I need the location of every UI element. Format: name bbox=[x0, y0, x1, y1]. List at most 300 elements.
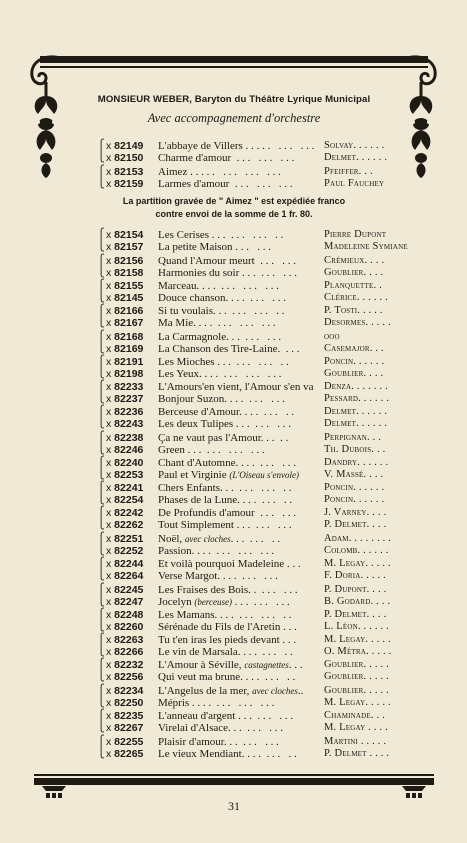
leader-dots: . . . . . . . . . bbox=[210, 545, 275, 558]
catalog-number bbox=[106, 533, 143, 545]
catalog-prefix: x bbox=[106, 241, 112, 254]
song-title bbox=[158, 152, 318, 164]
leader-dots: . . . . . bbox=[260, 748, 297, 761]
catalog-number bbox=[106, 255, 143, 267]
catalog-number bbox=[106, 381, 143, 393]
page-number: 31 bbox=[228, 799, 240, 813]
song-title-text: Aimez . . bbox=[158, 166, 199, 178]
catalog-code: 82255 bbox=[114, 736, 144, 748]
catalog-code: 82150 bbox=[114, 152, 144, 165]
composer-name: J. Varney. . . . bbox=[324, 507, 387, 518]
composer-name: Desormes. . . . . bbox=[324, 317, 391, 329]
record-row bbox=[0, 494, 467, 506]
song-title bbox=[158, 671, 318, 683]
song-title-text: Tu t'en iras les pieds devant bbox=[158, 634, 280, 646]
catalog-prefix: x bbox=[106, 710, 112, 722]
catalog-code: 82252 bbox=[114, 545, 144, 558]
catalog-number bbox=[106, 671, 143, 683]
song-title-text: Charme d'amour bbox=[158, 152, 232, 165]
leader-dots: . . . . . . bbox=[241, 722, 284, 735]
catalog-prefix: x bbox=[106, 255, 112, 267]
catalog-prefix: x bbox=[106, 331, 112, 343]
catalog-code: 82149 bbox=[114, 140, 144, 152]
leader-dots: . . . . . . . . bbox=[233, 609, 292, 621]
song-title bbox=[158, 229, 318, 241]
record-row bbox=[0, 736, 467, 748]
composer-name: Poncin. . . . . . bbox=[324, 494, 385, 506]
composer-name: B. Godard. . . . bbox=[324, 596, 391, 608]
leader-dots: . . . . . . . . . . . . bbox=[198, 166, 281, 178]
catalog-code: 82256 bbox=[114, 671, 144, 684]
brace-top-mark: ⎧ bbox=[97, 305, 105, 316]
catalog-code: 82154 bbox=[114, 229, 144, 241]
record-row bbox=[0, 722, 467, 734]
brace-bottom-mark: ⎩ bbox=[97, 545, 105, 557]
catalog-prefix: x bbox=[106, 621, 112, 634]
song-title bbox=[158, 659, 318, 671]
song-title-text: Bonjour Suzon. . . . bbox=[158, 393, 244, 406]
record-row bbox=[0, 697, 467, 709]
record-row bbox=[0, 570, 467, 582]
top-rule-thick bbox=[40, 56, 428, 63]
catalog-number bbox=[106, 494, 143, 506]
catalog-code: 82262 bbox=[114, 519, 144, 532]
brace-bottom-mark: ⎩ bbox=[97, 418, 105, 430]
catalog-number bbox=[106, 267, 143, 279]
catalog-code: 82234 bbox=[114, 685, 144, 697]
leader-dots: . . . . . . . . . bbox=[218, 368, 282, 381]
composer-name: Goublier. . . . bbox=[324, 267, 384, 279]
catalog-code: 82267 bbox=[114, 722, 144, 735]
catalog-prefix: x bbox=[106, 457, 112, 469]
catalog-number bbox=[106, 393, 143, 405]
catalog-prefix: x bbox=[106, 533, 112, 545]
record-row bbox=[0, 343, 467, 355]
catalog-code: 82245 bbox=[114, 584, 144, 596]
catalog-prefix: x bbox=[106, 469, 112, 482]
song-title-text: Et voilà pourquoi Madeleine bbox=[158, 558, 285, 570]
leader-dots: . . . . . . bbox=[237, 736, 279, 748]
record-row bbox=[0, 659, 467, 671]
record-row bbox=[0, 406, 467, 418]
composer-name: Pessard. . . . . . bbox=[324, 393, 390, 405]
song-title-text: Les Fraises des Bois. . bbox=[158, 584, 257, 596]
record-row bbox=[0, 368, 467, 380]
song-title-text: Le vieux Mendiant. . . . bbox=[158, 748, 261, 761]
brace-top-mark: ⎧ bbox=[97, 166, 105, 177]
catalog-code: 82263 bbox=[114, 634, 144, 646]
catalog-prefix: x bbox=[106, 418, 112, 431]
catalog-number bbox=[106, 596, 143, 608]
song-title bbox=[158, 280, 318, 292]
catalog-code: 82167 bbox=[114, 317, 144, 330]
leader-dots: . . . . . . . . . bbox=[229, 178, 293, 191]
catalog-code: 82254 bbox=[114, 494, 144, 507]
composer-name: Madeleine Symiane bbox=[324, 241, 408, 253]
catalog-number bbox=[106, 305, 143, 317]
catalog-prefix: x bbox=[106, 229, 112, 241]
brace-bottom-mark: ⎩ bbox=[97, 646, 105, 658]
composer-name: O. Métra. . . . . bbox=[324, 646, 392, 658]
brace-bottom-mark: ⎩ bbox=[97, 393, 105, 405]
record-row bbox=[0, 558, 467, 570]
catalog-code: 82159 bbox=[114, 178, 144, 191]
catalog-prefix: x bbox=[106, 305, 112, 317]
leader-dots: . . . bbox=[284, 558, 301, 570]
brace-bottom-mark: ⎩ bbox=[97, 621, 105, 633]
leader-dots: . . . . . . bbox=[254, 255, 296, 267]
brace-top-mark: ⎧ bbox=[97, 558, 105, 569]
page-title: MONSIEUR WEBER, Baryton du Théâtre Lyrique Municipal bbox=[97, 94, 371, 105]
leader-dots: . . . . . . bbox=[243, 393, 285, 406]
catalog-code: 82156 bbox=[114, 255, 144, 267]
song-title-text: Les Mioches . . . bbox=[158, 356, 232, 368]
composer-name: Colomb. . . . . . bbox=[324, 545, 389, 557]
leader-dots: . . . bbox=[280, 343, 300, 356]
song-title-text: Qui veut ma brune. . . . bbox=[158, 671, 260, 684]
brace-bottom-mark: ⎩ bbox=[97, 292, 105, 304]
composer-name: Delmet. . . . . . bbox=[324, 418, 388, 430]
record-row bbox=[0, 444, 467, 456]
song-title-text: Larmes d'amour bbox=[158, 178, 230, 191]
record-row bbox=[0, 596, 467, 608]
catalog-prefix: x bbox=[106, 343, 112, 356]
song-title-text: Quand l'Amour meurt bbox=[158, 255, 255, 267]
catalog-prefix: x bbox=[106, 356, 112, 368]
song-title-text: Ça ne vaut pas l'Amour. . . bbox=[158, 432, 275, 444]
composer-name: Denza. . . . . . . bbox=[324, 381, 388, 392]
composer-name: Clérice. . . . . . bbox=[324, 292, 388, 304]
song-title-text: Si tu voulais. . . bbox=[158, 305, 227, 317]
catalog-number bbox=[106, 558, 143, 570]
catalog-number bbox=[106, 545, 143, 557]
catalog-code: 82166 bbox=[114, 305, 144, 317]
composer-name: M. Legay . . . . bbox=[324, 722, 388, 734]
catalog-prefix: x bbox=[106, 545, 112, 558]
song-title-note: castagnettes bbox=[244, 660, 289, 670]
catalog-prefix: x bbox=[106, 507, 112, 519]
record-row bbox=[0, 356, 467, 368]
composer-name: Chaminade. . . bbox=[324, 710, 386, 721]
brace-bottom-mark: ⎩ bbox=[97, 368, 105, 380]
song-title-text: Plaisir d'amour. . . bbox=[158, 736, 238, 748]
composer-name: Paul Fauchey bbox=[324, 178, 385, 190]
song-title bbox=[158, 584, 318, 596]
catalog-code: 82251 bbox=[114, 533, 144, 545]
leader-dots: . . . . . bbox=[244, 533, 281, 545]
brace-top-mark: ⎧ bbox=[97, 710, 105, 721]
brace-top-mark: ⎧ bbox=[97, 140, 105, 151]
record-row bbox=[0, 533, 467, 545]
leader-dots: . . . . . . bbox=[250, 519, 292, 532]
song-title-text: L'abbaye de Villers . . bbox=[158, 140, 254, 152]
price-notice bbox=[84, 195, 384, 220]
catalog-prefix: x bbox=[106, 646, 112, 659]
catalog-number bbox=[106, 710, 143, 722]
leader-dots: . . . . . . bbox=[244, 292, 287, 305]
record-row bbox=[0, 267, 467, 279]
leader-dots: . . . . . . . . . bbox=[215, 280, 279, 292]
composer-name: M. Legay. . . . . bbox=[324, 634, 391, 645]
brace-bottom-mark: ⎩ bbox=[97, 748, 105, 760]
song-title bbox=[158, 646, 318, 658]
song-title-text: L'Amour à Séville, bbox=[158, 659, 245, 671]
brace-bottom-mark: ⎩ bbox=[97, 570, 105, 582]
leader-dots: . . . . . . bbox=[232, 241, 272, 254]
leader-dots: . . . . . . . . . bbox=[231, 152, 295, 165]
catalog-code: 82240 bbox=[114, 457, 144, 469]
catalog-code: 82235 bbox=[114, 710, 144, 722]
catalog-prefix: x bbox=[106, 393, 112, 406]
song-title-text: Mépris . . . . bbox=[158, 697, 212, 710]
composer-name: P. Delmet. . . . bbox=[324, 519, 387, 531]
record-row bbox=[0, 519, 467, 531]
composer-name: Dandry. . . . . . bbox=[324, 457, 389, 468]
song-title bbox=[158, 343, 318, 355]
catalog-code: 82198 bbox=[114, 368, 144, 381]
catalog-prefix: x bbox=[106, 432, 112, 444]
record-row bbox=[0, 710, 467, 722]
leader-dots: . . bbox=[274, 432, 289, 444]
composer-name: P. Delmet . . . . bbox=[324, 748, 390, 760]
leader-dots: . . . . . . bbox=[251, 710, 294, 722]
leader-dots: . . . . . . bbox=[236, 570, 278, 583]
leader-dots: . . . . . . bbox=[254, 457, 296, 469]
brace-top-mark: ⎧ bbox=[97, 533, 105, 544]
song-title bbox=[158, 596, 318, 608]
song-title bbox=[158, 710, 318, 722]
catalog-code: 82250 bbox=[114, 697, 144, 710]
catalog-number bbox=[106, 507, 143, 519]
bottom-rule-thick bbox=[34, 778, 434, 785]
catalog-prefix: x bbox=[106, 267, 112, 280]
song-title bbox=[158, 748, 318, 760]
song-title-text: La Carmagnole. . . bbox=[158, 331, 240, 343]
composer-name: M. Legay. . . . . bbox=[324, 697, 391, 709]
catalog-number bbox=[106, 229, 143, 241]
song-title bbox=[158, 432, 318, 444]
catalog-prefix: x bbox=[106, 280, 112, 292]
catalog-number bbox=[106, 519, 143, 531]
brace-bottom-mark: ⎩ bbox=[97, 697, 105, 709]
song-title bbox=[158, 558, 318, 570]
composer-name: L. Léon. . . . . . bbox=[324, 621, 389, 633]
catalog-number bbox=[106, 646, 143, 658]
song-title bbox=[158, 255, 318, 267]
catalog-number bbox=[106, 418, 143, 430]
catalog-number bbox=[106, 469, 143, 481]
song-title-text: L'anneau d'argent . . . bbox=[158, 710, 252, 722]
brace-bottom-mark: ⎩ bbox=[97, 469, 105, 481]
catalog-code: 82264 bbox=[114, 570, 144, 583]
song-title-text: Les Cerises . . . bbox=[158, 229, 226, 241]
record-row bbox=[0, 634, 467, 646]
record-row bbox=[0, 432, 467, 444]
leader-dots: . . . . . . bbox=[254, 507, 296, 519]
record-row bbox=[0, 671, 467, 683]
composer-name: P. Dupont. . . . bbox=[324, 584, 387, 595]
catalog-prefix: x bbox=[106, 519, 112, 532]
leader-dots: . . . . . . bbox=[255, 267, 298, 280]
leader-dots: . . . . . bbox=[259, 671, 296, 684]
song-title-text: Le vin de Marsala. . . . bbox=[158, 646, 257, 659]
song-title bbox=[158, 166, 318, 178]
leader-dots: . . . . . . bbox=[249, 418, 291, 431]
song-title-text: Les Mamans. . . . bbox=[158, 609, 234, 621]
song-title-text: Verse Margot. . . . bbox=[158, 570, 237, 583]
song-title-note: (L'Oiseau s'envole) bbox=[229, 470, 299, 481]
song-title bbox=[158, 519, 318, 531]
record-row bbox=[0, 152, 467, 164]
catalog-number bbox=[106, 178, 143, 190]
catalog-prefix: x bbox=[106, 558, 112, 570]
song-title bbox=[158, 368, 318, 380]
catalog-number bbox=[106, 697, 143, 709]
song-title bbox=[158, 533, 318, 545]
composer-name: Crémieux. . . . bbox=[324, 255, 385, 266]
catalog-prefix: x bbox=[106, 406, 112, 418]
leader-dots: . . . . . . . . bbox=[225, 229, 284, 241]
song-title bbox=[158, 685, 318, 697]
composer-name: P. Delmet. . . . bbox=[324, 609, 387, 620]
catalog-number bbox=[106, 659, 143, 671]
catalog-code: 82266 bbox=[114, 646, 144, 659]
song-title-tail: . . . bbox=[288, 659, 303, 671]
song-title-text: Chant d'Automne. . . . bbox=[158, 457, 255, 469]
catalog-number bbox=[106, 356, 143, 368]
catalog-prefix: x bbox=[106, 292, 112, 305]
brace-bottom-mark: ⎩ bbox=[97, 178, 105, 190]
leader-dots: . . . . . . . . bbox=[233, 482, 292, 494]
brace-top-mark: ⎧ bbox=[97, 685, 105, 696]
catalog-prefix: x bbox=[106, 671, 112, 684]
catalog-code: 82238 bbox=[114, 432, 144, 444]
catalog-prefix: x bbox=[106, 722, 112, 735]
catalog-prefix: x bbox=[106, 596, 112, 609]
song-title bbox=[158, 469, 318, 481]
record-row bbox=[0, 469, 467, 481]
catalog-prefix: x bbox=[106, 736, 112, 748]
song-title-text: Phases de la Lune. . . . bbox=[158, 494, 257, 507]
record-row bbox=[0, 482, 467, 494]
brace-top-mark: ⎧ bbox=[97, 736, 105, 747]
song-title-text: Sérénade du Fils de l'Aretin bbox=[158, 621, 281, 634]
composer-name: V. Massé. . . . bbox=[324, 469, 384, 481]
record-row bbox=[0, 166, 467, 178]
song-title bbox=[158, 545, 318, 557]
catalog-code: 82243 bbox=[114, 418, 144, 431]
catalog-code: 82244 bbox=[114, 558, 144, 570]
catalog-number bbox=[106, 634, 143, 646]
catalog-prefix: x bbox=[106, 609, 112, 621]
catalog-number bbox=[106, 292, 143, 304]
catalog-number bbox=[106, 722, 143, 734]
record-row bbox=[0, 317, 467, 329]
catalog-prefix: x bbox=[106, 482, 112, 494]
catalog-code: 82191 bbox=[114, 356, 144, 368]
left-foot-ornament-icon bbox=[40, 786, 68, 800]
record-row bbox=[0, 140, 467, 152]
record-row bbox=[0, 685, 467, 697]
catalog-prefix: x bbox=[106, 748, 112, 761]
catalog-prefix: x bbox=[106, 584, 112, 596]
song-title bbox=[158, 241, 318, 253]
song-title-text: Noël, bbox=[158, 533, 185, 545]
catalog-prefix: x bbox=[106, 494, 112, 507]
composer-name: Delmet. . . . . . bbox=[324, 152, 388, 164]
song-title bbox=[158, 722, 318, 734]
catalog-number bbox=[106, 280, 143, 292]
catalog-code: 82246 bbox=[114, 444, 144, 457]
brace-top-mark: ⎧ bbox=[97, 406, 105, 417]
catalog-prefix: x bbox=[106, 444, 112, 457]
leader-dots: . . . . . . . . . bbox=[253, 140, 315, 152]
song-title-note: avec cloches bbox=[184, 534, 231, 544]
song-title-text: La petite Maison bbox=[158, 241, 233, 254]
song-title bbox=[158, 621, 318, 633]
record-row bbox=[0, 584, 467, 596]
leader-dots: . . . . . . bbox=[248, 596, 290, 609]
song-title-text: Les Yeux. . . . bbox=[158, 368, 219, 381]
song-title bbox=[158, 444, 318, 456]
song-title-text: Virelai d'Alsace. . . bbox=[158, 722, 242, 735]
catalog-prefix: x bbox=[106, 152, 112, 165]
brace-bottom-mark: ⎩ bbox=[97, 152, 105, 164]
song-title-text: Chers Enfants. . . bbox=[158, 482, 234, 494]
catalog-number bbox=[106, 736, 143, 748]
brace-bottom-mark: ⎩ bbox=[97, 317, 105, 329]
page-subtitle: Avec accompagnement d'orchestre bbox=[147, 111, 321, 125]
record-row bbox=[0, 292, 467, 304]
catalog-code: 82232 bbox=[114, 659, 144, 671]
song-title-text: Douce chanson. . . . bbox=[158, 292, 245, 305]
record-row bbox=[0, 280, 467, 292]
composer-name: Pierre Dupont bbox=[324, 229, 387, 240]
brace-bottom-mark: ⎩ bbox=[97, 596, 105, 608]
catalog-prefix: x bbox=[106, 381, 112, 393]
brace-bottom-mark: ⎩ bbox=[97, 241, 105, 253]
song-title bbox=[158, 393, 318, 405]
brace-top-mark: ⎧ bbox=[97, 457, 105, 468]
brace-top-mark: ⎧ bbox=[97, 381, 105, 392]
composer-name: Perpignan. . . bbox=[324, 432, 382, 443]
brace-top-mark: ⎧ bbox=[97, 584, 105, 595]
catalog-code: 82253 bbox=[114, 469, 144, 482]
brace-top-mark: ⎧ bbox=[97, 659, 105, 670]
song-title-text: Ma Mie. . . . bbox=[158, 317, 213, 330]
catalog-number bbox=[106, 621, 143, 633]
song-title-text: Green . . . bbox=[158, 444, 202, 457]
catalog-prefix: x bbox=[106, 697, 112, 710]
catalog-number bbox=[106, 317, 143, 329]
brace-top-mark: ⎧ bbox=[97, 609, 105, 620]
song-title-tail: .. bbox=[297, 685, 304, 697]
record-row bbox=[0, 748, 467, 760]
catalog-number bbox=[106, 331, 143, 343]
brace-top-mark: ⎧ bbox=[97, 255, 105, 266]
catalog-code: 82145 bbox=[114, 292, 144, 305]
right-foot-ornament-icon bbox=[400, 786, 428, 800]
catalog-code: 82168 bbox=[114, 331, 144, 343]
song-title-text: Marceau. . . . bbox=[158, 280, 216, 292]
brace-bottom-mark: ⎩ bbox=[97, 519, 105, 531]
song-title bbox=[158, 305, 318, 317]
catalog-code: 82236 bbox=[114, 406, 144, 418]
leader-dots: . . . . . bbox=[256, 646, 293, 659]
record-row bbox=[0, 418, 467, 430]
catalog-code: 82157 bbox=[114, 241, 144, 254]
song-title-text: De Profundis d'amour bbox=[158, 507, 255, 519]
